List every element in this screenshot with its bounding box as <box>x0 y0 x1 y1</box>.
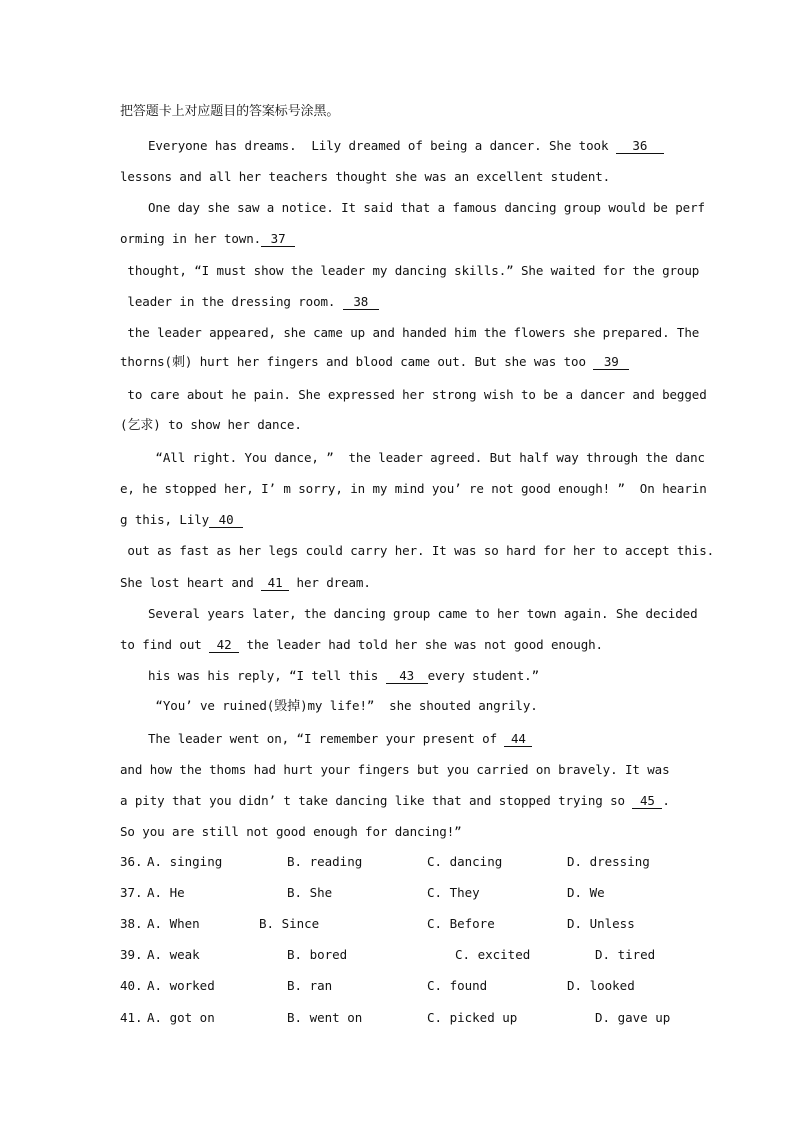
question-number: 38. <box>120 916 143 931</box>
passage-line <box>148 697 538 716</box>
question-number: 37. <box>120 885 143 900</box>
cjk-gloss: 毁掉 <box>274 699 301 714</box>
option-a[interactable]: A. worked <box>147 978 215 993</box>
blank-43: 43 <box>386 668 428 684</box>
option-d[interactable]: D. looked <box>567 978 635 993</box>
passage-line: and how the thoms had hurt your fingers but you carried on bravely. It was <box>120 762 670 777</box>
passage-line: So you are still not good enough for dancing!” <box>120 824 462 839</box>
question-number: 36. <box>120 854 143 869</box>
option-a[interactable]: A. weak <box>147 947 200 962</box>
text-run: every student.” <box>427 668 540 683</box>
text-run: Everyone has dreams. Lily dreamed of being a dancer. She took <box>148 138 616 153</box>
passage-line <box>120 792 670 810</box>
instruction-text: 把答题卡上对应题目的答案标号涂黑。 <box>120 104 340 119</box>
blank-44: 44 <box>504 731 532 747</box>
option-c[interactable]: C. found <box>427 978 488 993</box>
passage-line <box>120 636 603 654</box>
passage-line <box>120 353 629 372</box>
option-b[interactable]: B. reading <box>287 854 363 869</box>
passage-line: the leader appeared, she came up and handed him the flowers she prepared. The <box>120 325 700 340</box>
text-run: . <box>662 793 670 808</box>
option-d[interactable]: D. gave up <box>595 1010 671 1025</box>
text-run: her dream. <box>289 575 371 590</box>
blank-45: 45 <box>632 793 662 809</box>
text-run: “You’ ve ruined( <box>148 698 275 713</box>
option-a[interactable]: A. got on <box>147 1010 215 1025</box>
passage-line <box>120 293 379 311</box>
text-run: ( <box>120 417 128 432</box>
passage-line <box>148 730 532 748</box>
option-c[interactable]: C. They <box>427 885 480 900</box>
passage-line <box>120 511 243 529</box>
option-d[interactable]: D. tired <box>595 947 656 962</box>
passage-line: lessons and all her teachers thought she was an excellent student. <box>120 169 611 184</box>
text-run: to find out <box>120 637 210 652</box>
passage-line <box>120 416 302 435</box>
passage-line: e, he stopped her, I’ m sorry, in my mind you’ re not good enough! ” On hearin <box>120 481 707 496</box>
text-run: g this, Lily <box>120 512 210 527</box>
question-number: 41. <box>120 1010 143 1025</box>
text-run: The leader went on, “I remember your present of <box>148 731 505 746</box>
option-d[interactable]: D. We <box>567 885 605 900</box>
option-c[interactable]: C. Before <box>427 916 495 931</box>
text-run: orming in her town. <box>120 231 262 246</box>
blank-42: 42 <box>209 637 239 653</box>
text-run: She lost heart and <box>120 575 262 590</box>
blank-41: 41 <box>261 575 289 591</box>
passage-line <box>120 574 371 592</box>
text-run: a pity that you didn’ t take dancing like that and stopped trying so <box>120 793 633 808</box>
cjk-gloss: 乞求 <box>127 418 154 433</box>
passage-line: to care about he pain. She expressed her strong wish to be a dancer and begged <box>120 387 707 402</box>
option-d[interactable]: D. dressing <box>567 854 650 869</box>
blank-39: 39 <box>593 354 629 370</box>
passage-line: Several years later, the dancing group came to her town again. She decided <box>148 606 698 621</box>
passage-line: out as fast as her legs could carry her. It was so hard for her to accept this. <box>120 543 715 558</box>
passage-line: One day she saw a notice. It said that a famous dancing group would be perf <box>148 200 705 215</box>
blank-37: 37 <box>261 231 295 247</box>
option-b[interactable]: B. Since <box>259 916 320 931</box>
option-c[interactable]: C. dancing <box>427 854 503 869</box>
text-run: his was his reply, “I tell this <box>148 668 386 683</box>
passage-line <box>148 137 664 155</box>
passage-line <box>120 230 295 248</box>
option-d[interactable]: D. Unless <box>567 916 635 931</box>
passage-line: thought, “I must show the leader my dancing skills.” She waited for the group <box>120 263 700 278</box>
text-run: ) to show her dance. <box>153 417 302 432</box>
option-a[interactable]: A. He <box>147 885 185 900</box>
option-b[interactable]: B. ran <box>287 978 333 993</box>
question-number: 39. <box>120 947 143 962</box>
blank-40: 40 <box>209 512 243 528</box>
passage-line <box>148 667 539 685</box>
blank-36: 36 <box>616 138 664 154</box>
text-run: the leader had told her she was not good enough. <box>239 637 603 652</box>
option-a[interactable]: A. When <box>147 916 200 931</box>
option-b[interactable]: B. bored <box>287 947 348 962</box>
option-b[interactable]: B. She <box>287 885 333 900</box>
blank-38: 38 <box>343 294 379 310</box>
text-run: leader in the dressing room. <box>120 294 343 309</box>
passage-line: “All right. You dance, ” the leader agreed. But half way through the danc <box>148 450 705 465</box>
question-number: 40. <box>120 978 143 993</box>
cjk-gloss: 刺 <box>171 355 185 370</box>
option-c[interactable]: C. picked up <box>427 1010 518 1025</box>
text-run: thorns( <box>120 354 172 369</box>
text-run: ) hurt her fingers and blood came out. But she was too <box>184 354 594 369</box>
option-a[interactable]: A. singing <box>147 854 223 869</box>
option-c[interactable]: C. excited <box>455 947 531 962</box>
option-b[interactable]: B. went on <box>287 1010 363 1025</box>
text-run: )my life!” she shouted angrily. <box>300 698 538 713</box>
